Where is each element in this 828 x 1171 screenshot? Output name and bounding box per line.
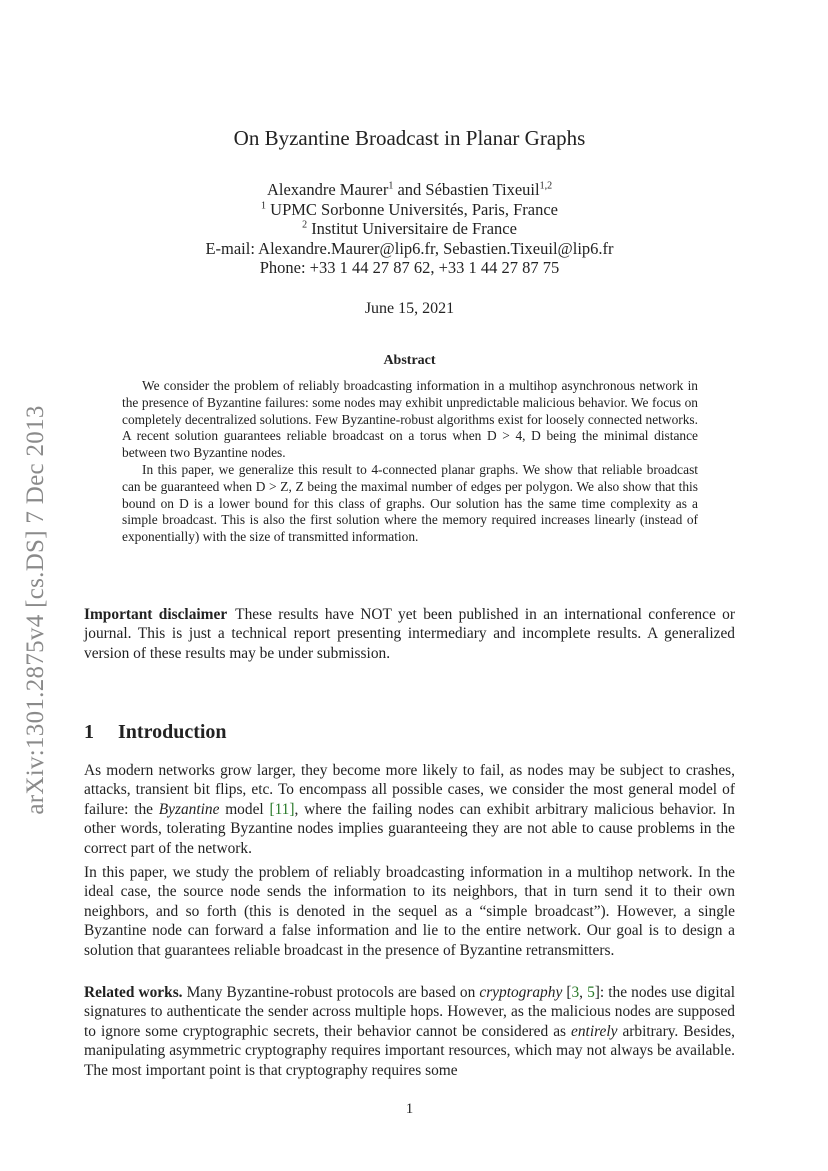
affiliation-marker: 1: [261, 200, 267, 211]
affiliation-marker: 1,2: [539, 180, 553, 192]
emphasis-text: cryptography: [479, 984, 563, 1001]
body-text-run: Many Byzantine-robust protocols are based on: [182, 984, 480, 1001]
body-text-run: arbitrary. Besides, manipulating asymmetric cryptography requires important resources, which may not always be available. The most important point is that cryptography requires some: [84, 1022, 736, 1079]
abstract-paragraph: In this paper, we generalize this result to 4-connected planar graphs. We show that reliable broadcast can be guaranteed when D > Z, Z being the maximal number of edges per polygon. We also show that this bound on D is a lower bound for this class of graphs. Our solution has the same time complexity as a simple broadcast. This is also the first solution where the memory required increases linearly (instead of exponentially) with the size of transmitted information.: [122, 461, 698, 545]
section-number: 1: [84, 721, 94, 743]
disclaimer-heading: Important disclaimer: [84, 606, 228, 623]
affiliation-text: Institut Universitaire de France: [307, 219, 517, 238]
section-title: Introduction: [118, 721, 227, 743]
author-block: [84, 180, 735, 278]
affiliation-line: [84, 200, 735, 220]
email-line: E-mail: Alexandre.Maurer@lip6.fr, Sebastien.Tixeuil@lip6.fr: [205, 238, 614, 258]
affiliation-marker: 2: [302, 219, 308, 231]
abstract-body: [122, 378, 698, 546]
citation-link[interactable]: 5: [587, 984, 595, 1001]
body-paragraph: In this paper, we study the problem of reliably broadcasting information in a multihop network. In the ideal case, the source node sends the information to its neighbors, that in turn send it to their own neighbors, and so forth (this is denoted in the sequel as a “simple broadcast”). However, a single Byzantine node can forward a false information and lie to the entire network. Our goal is to design a solution that guarantees reliable broadcast in the presence of Byzantine retransmitters.: [84, 864, 735, 959]
emphasis-text: Byzantine: [158, 800, 220, 818]
body-text-run: ,: [579, 984, 588, 1001]
author-line: [84, 180, 735, 200]
page-number: 1: [405, 1101, 414, 1117]
affiliation-line: [84, 219, 735, 239]
author-name: Alexandre Maurer: [266, 180, 389, 199]
body-paragraph: [84, 983, 735, 1080]
body-text-run: , where the failing nodes can exhibit arbitrary malicious behavior. In other words, tolerating Byzantine nodes implies guaranteeing they are not able to cause problems in the correct part of the network.: [84, 800, 735, 857]
related-works-paragraph: [84, 983, 735, 1080]
paper-date: June 15, 2021: [364, 300, 455, 317]
arxiv-identifier[interactable]: arXiv:1301.2875v4 [cs.DS] 7 Dec 2013: [22, 405, 49, 815]
author-name: Sébastien Tixeuil: [425, 180, 540, 199]
body-text-run: [: [562, 984, 572, 1001]
body-paragraph: [84, 761, 735, 858]
affiliation-marker: 1: [388, 180, 394, 192]
affiliation-text: UPMC Sorbonne Universités, Paris, France: [266, 199, 558, 219]
citation-link[interactable]: [11]: [269, 800, 295, 818]
abstract-paragraph: We consider the problem of reliably broadcasting information in a multihop asynchronous network in the presence of Byzantine failures: some nodes may exhibit unpredictable malicious behavior. We focus on completely decentralized solutions. Few Byzantine-robust algorithms exist for loosely connected networks. A recent solution guarantees reliable broadcast on a torus when D > 4, D being the minimal distance between two Byzantine nodes.: [122, 378, 698, 461]
author-conjunction: and: [393, 180, 426, 199]
paragraph-heading: Related works.: [84, 984, 183, 1001]
emphasis-text: entirely: [571, 1022, 618, 1040]
body-text-run: model: [219, 800, 270, 818]
disclaimer-text: These results have NOT yet been published in an international conference or journal. This is just a technical report presenting intermediary and incomplete results. A generalized version of these results may be under submission.: [84, 606, 735, 662]
abstract-heading: Abstract: [383, 353, 436, 368]
disclaimer-paragraph: [84, 605, 735, 663]
introduction-body: [84, 761, 735, 960]
body-text-run: As modern networks grow larger, they become more likely to fail, as nodes may be subject to crashes, attacks, transient bit flips, etc. To encompass all possible cases, we consider the most general model of failure: the: [84, 762, 735, 818]
phone-line: Phone: +33 1 44 27 87 62, +33 1 44 27 87 75: [259, 258, 560, 277]
section-heading: [84, 719, 227, 745]
paper-title: On Byzantine Broadcast in Planar Graphs: [233, 126, 586, 150]
citation-link[interactable]: 3: [571, 984, 580, 1001]
body-text-run: ]: the nodes use digital signatures to authenticate the sender across multiple hops. However, as the malicious nodes are supposed to ignore some cryptographic secrets, their behavior cannot be considered as: [84, 984, 735, 1040]
